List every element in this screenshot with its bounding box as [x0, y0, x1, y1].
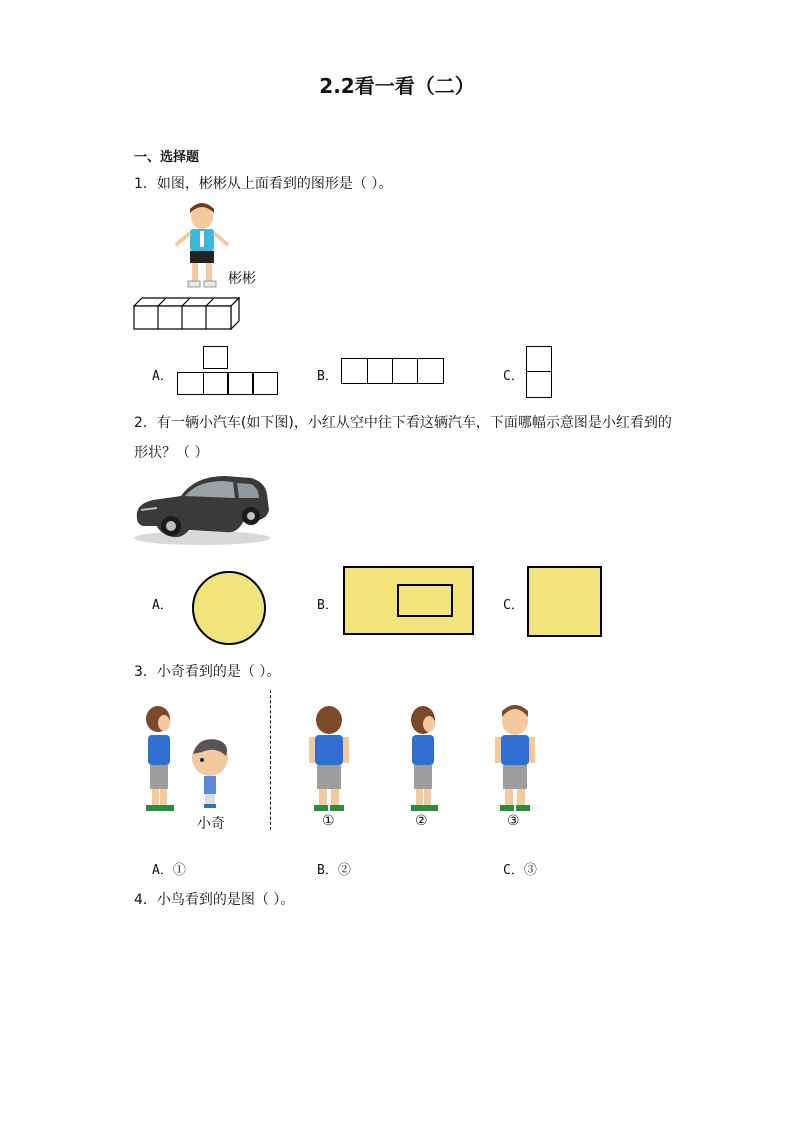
cube-row-figure: [133, 297, 241, 331]
figure-mark-2: ②: [415, 813, 428, 829]
question-2-line2: 形状？（ ）: [134, 445, 209, 461]
q2-option-b-rectangle: [343, 566, 475, 640]
q3-option-c: C．③: [503, 863, 537, 878]
boy-side-view: [403, 705, 443, 813]
q3-option-a: A．①: [152, 863, 186, 878]
section-heading: 一、选择题: [134, 150, 200, 165]
q1-option-b-label: B．: [317, 369, 338, 384]
q1-option-b-shape: [341, 358, 444, 384]
boy-back-view: [308, 705, 350, 813]
q2-option-a-circle: [192, 570, 268, 650]
question-4-text: 4．小鸟看到的是图（ ）。: [134, 892, 295, 908]
q2-option-c-label: C．: [503, 598, 524, 613]
observer-label: 小奇: [197, 816, 225, 832]
q3-option-b: B．②: [317, 863, 351, 878]
figure-mark-1: ①: [322, 813, 335, 829]
boy-illustration: [172, 203, 232, 289]
divider-dashed-line: [270, 690, 271, 830]
q1-option-c-shape: [526, 346, 552, 398]
figure-mark-3: ③: [507, 813, 520, 829]
standing-boy-side-figure: [140, 705, 180, 813]
q2-option-b-label: B．: [317, 598, 338, 613]
q1-option-a-label: A．: [152, 369, 173, 384]
q2-option-c-square: [527, 566, 603, 642]
q1-option-c-label: C．: [503, 369, 524, 384]
question-2-line1: 2．有一辆小汽车(如下图)，小红从空中往下看这辆汽车，下面哪幅示意图是小红看到的: [134, 415, 672, 431]
q1-option-a-shape: [177, 346, 282, 398]
little-qi-figure: [190, 736, 230, 810]
person-name-label: 彬彬: [228, 271, 256, 287]
page-title: 2.2看一看（二）: [319, 74, 475, 98]
boy-front-view: [494, 705, 536, 813]
question-3-text: 3．小奇看到的是（ ）。: [134, 664, 281, 680]
car-image: [133, 468, 271, 546]
q2-option-a-label: A．: [152, 598, 173, 613]
question-1-text: 1．如图，彬彬从上面看到的图形是（ ）。: [134, 176, 393, 192]
